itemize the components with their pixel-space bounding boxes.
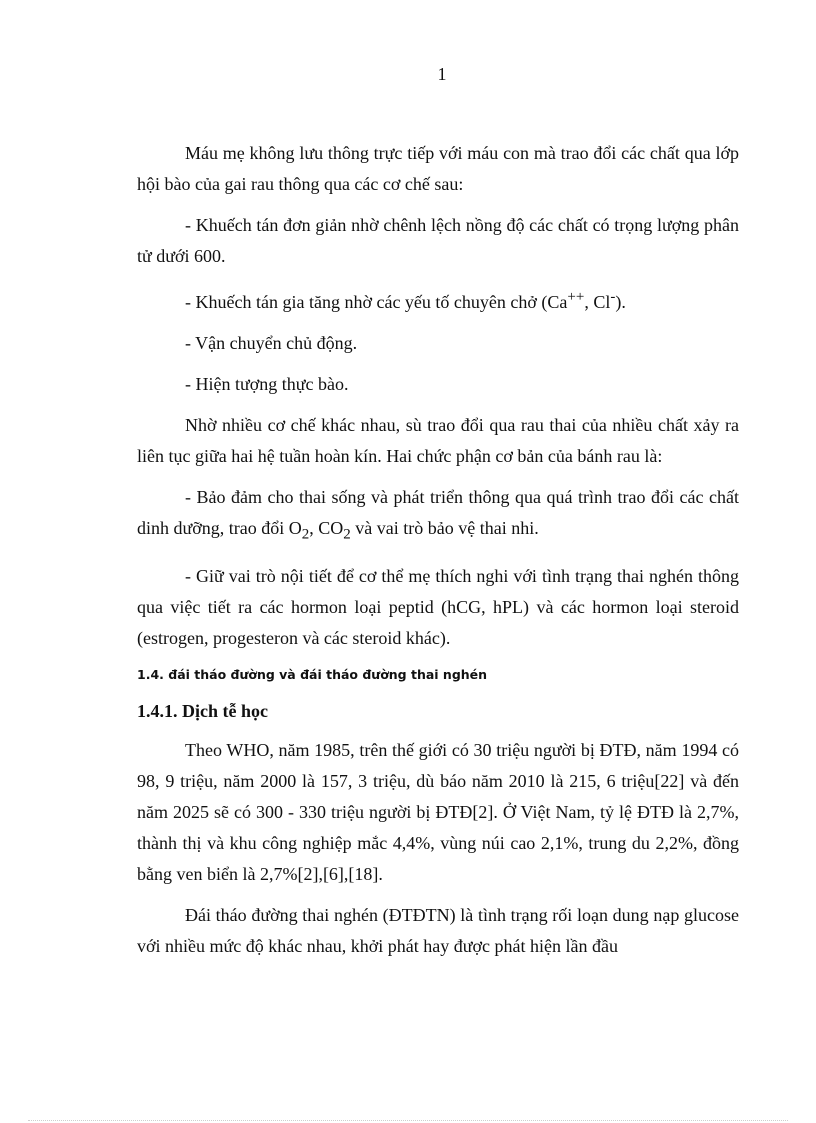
list-item-facilitated-diffusion: - Khuếch tán gia tăng nhờ các yếu tố chuyên chở (Ca++, Cl-).	[185, 289, 626, 312]
list-item-active-transport: - Vận chuyển chủ động.	[185, 333, 358, 353]
list-item-endocrine-role: - Giữ vai trò nội tiết để cơ thể mẹ thích nghi với tình trạng thai nghén thông qua việc tiết ra các hormon loại peptid (hCG, hPL) và các hormon loại steroid (estrogen, progesteron và các steroid khác).	[137, 565, 739, 648]
paragraph-gdm-definition: Đái tháo đường thai nghén (ĐTĐTN) là tình trạng rối loạn dung nạp glucose với nhiều mức độ khác nhau, khởi phát hay được phát hiện lần đầu	[137, 904, 739, 956]
page-bottom-divider	[28, 1120, 788, 1121]
list-item-simple-diffusion: - Khuếch tán đơn giản nhờ chênh lệch nồng độ các chất có trọng lượng phân tử dưới 600.	[137, 215, 739, 266]
document-body	[137, 138, 739, 972]
list-item-nutrition-exchange: - Bảo đảm cho thai sống và phát triển thông qua quá trình trao đổi các chất dinh dưỡng, trao đổi $O_2$, $CO_2$ và vai trò bảo vệ thai nhi.	[137, 487, 739, 543]
page-number: 1	[437, 64, 447, 84]
subsection-heading: 1.4.1. Dịch tễ học	[137, 700, 268, 721]
list-item-phagocytosis: - Hiện tượng thực bào.	[185, 374, 349, 394]
paragraph-placental-exchange: Máu mẹ không lưu thông trực tiếp với máu con mà trao đổi các chất qua lớp hội bào của gai rau thông qua các cơ chế sau:	[137, 143, 739, 194]
section-heading: 1.4. đái tháo đường và đái tháo đường thai nghén	[137, 666, 488, 682]
paragraph-epidemiology: Theo WHO, năm 1985, trên thế giới có 30 triệu người bị ĐTĐ, năm 1994 có 98, 9 triệu, năm 2000 là 157, 3 triệu, dù báo năm 2010 là 215, 6 triệu[22] và đến năm 2025 sẽ có 300 - 330 triệu người bị ĐTĐ[2]. Ở Việt Nam, tỷ lệ ĐTĐ là 2,7%, thành thị và khu công nghiệp mắc 4,4%, vùng núi cao 2,1%, trung du 2,2%, đồng bằng ven biển là 2,7%[2],[6],[18].	[137, 739, 739, 884]
paragraph-placenta-functions: Nhờ nhiều cơ chế khác nhau, sù trao đổi qua rau thai của nhiều chất xảy ra liên tục giữa hai hệ tuần hoàn kín. Hai chức phận cơ bản của bánh rau là:	[137, 415, 739, 466]
